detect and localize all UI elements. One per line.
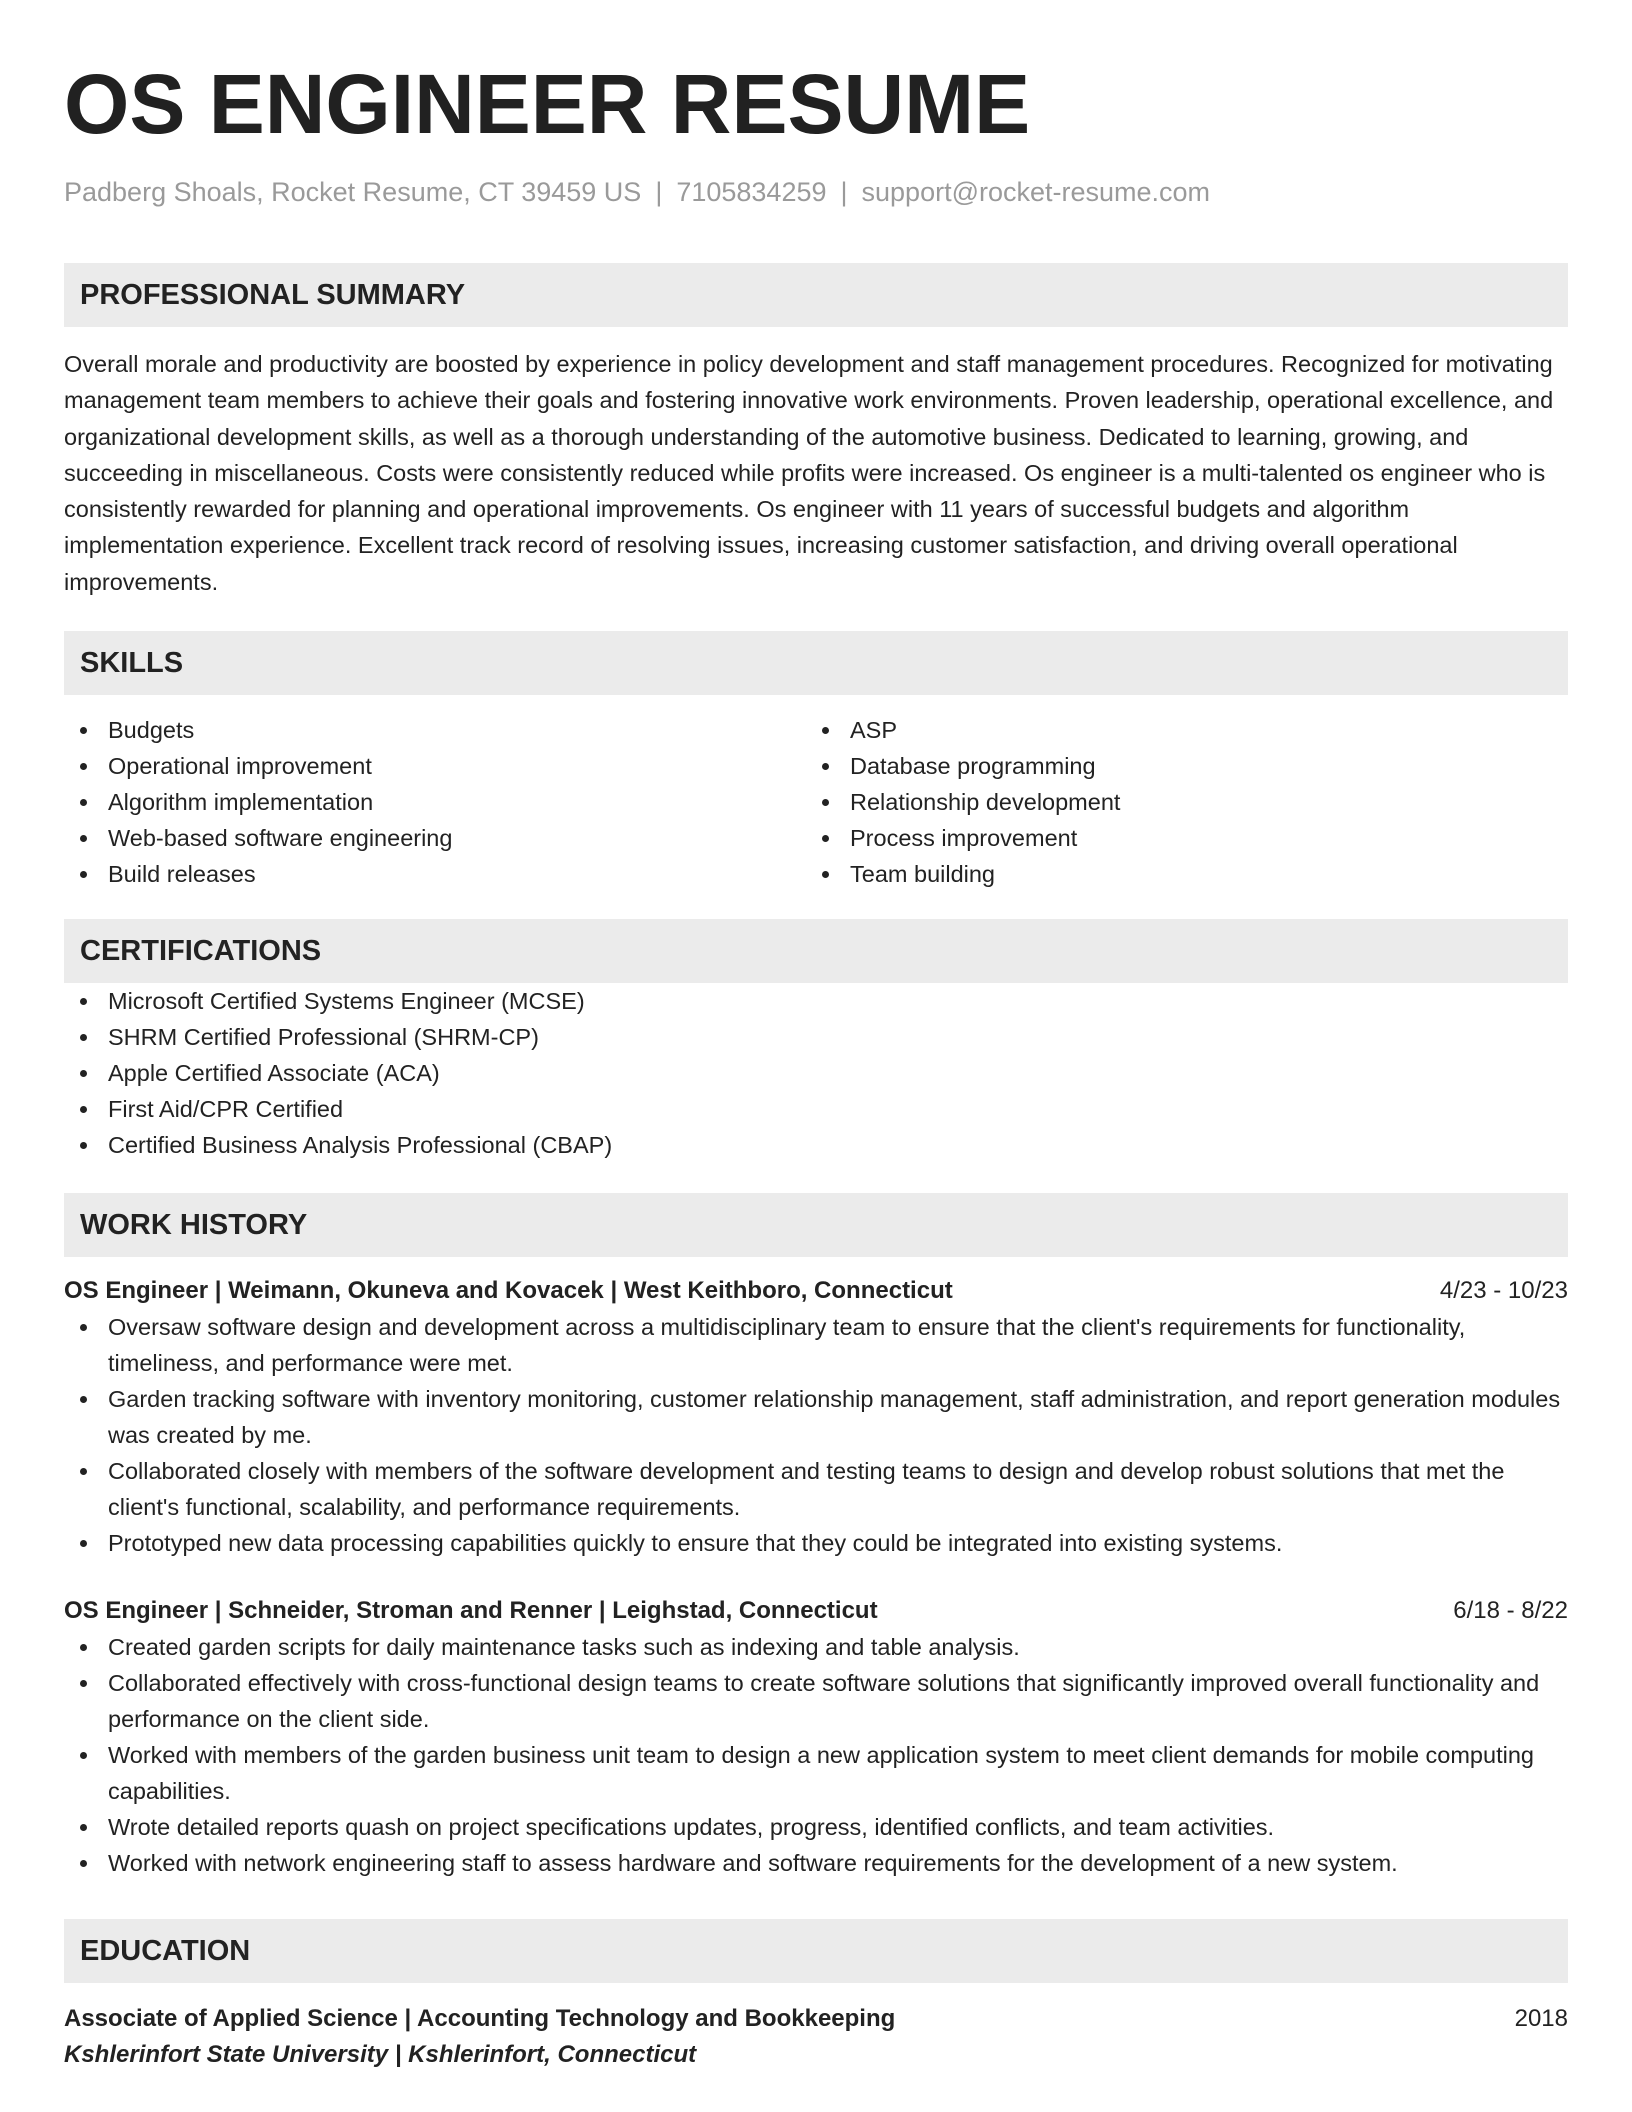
certification-item: First Aid/CPR Certified: [64, 1091, 1568, 1127]
job-bullet: Created garden scripts for daily maintenance tasks such as indexing and table analysis.: [64, 1629, 1568, 1665]
summary-text: Overall morale and productivity are boosted by experience in policy development and staff management procedures. Recognized for motivating management team members to achieve their goals and fostering innovative work environments. Proven leadership, operational excellence, and organizational development skills, as well as a thorough understanding of the automotive business. Dedicated to learning, growing, and succeeding in miscellaneous. Costs were consistently reduced while profits were increased. Os engineer is a multi-talented os engineer who is consistently rewarded for planning and operational improvements. Os engineer with 11 years of successful budgets and algorithm implementation experience. Excellent track record of resolving issues, increasing customer satisfaction, and driving overall operational improvements.: [64, 351, 1554, 595]
job-header: [64, 1273, 1568, 1309]
section-heading-education: EDUCATION: [64, 1919, 1568, 1983]
skills-column-right: [806, 712, 1548, 892]
certifications-list: [64, 983, 1568, 1163]
section-heading-certifications: CERTIFICATIONS: [64, 919, 1568, 983]
education-header: [64, 2001, 1568, 2037]
contact-phone: 7105834259: [676, 177, 827, 207]
skills-column-left: [64, 712, 806, 892]
certification-item: SHRM Certified Professional (SHRM-CP): [64, 1019, 1568, 1055]
skill-item: ASP: [806, 712, 1548, 748]
job-bullet: Garden tracking software with inventory monitoring, customer relationship management, staff administration, and report generation modules was created by me.: [64, 1381, 1568, 1453]
job-bullet: Collaborated effectively with cross-functional design teams to create software solutions that significantly improved overall functionality and performance on the client side.: [64, 1665, 1568, 1737]
job-bullets: [64, 1629, 1568, 1881]
education-school: Kshlerinfort State University | Kshlerinfort, Connecticut: [64, 2041, 697, 2069]
skills-list: [64, 712, 1568, 892]
job-bullet: Oversaw software design and development across a multidisciplinary team to ensure that the client's requirements for functionality, timeliness, and performance were met.: [64, 1309, 1568, 1381]
contact-email: support@rocket-resume.com: [861, 177, 1211, 207]
contact-separator: |: [655, 177, 663, 207]
certification-item: Microsoft Certified Systems Engineer (MCSE): [64, 983, 1568, 1019]
section-heading-skills: SKILLS: [64, 631, 1568, 695]
job-bullet: Collaborated closely with members of the software development and testing teams to design and develop robust solutions that met the client's functional, scalability, and performance requirements.: [64, 1453, 1568, 1525]
job-bullet: Worked with network engineering staff to assess hardware and software requirements for the development of a new system.: [64, 1845, 1568, 1881]
skill-item: Budgets: [64, 712, 806, 748]
resume-title: OS ENGINEER RESUME: [64, 57, 1031, 151]
job-header: [64, 1593, 1568, 1629]
job-title: OS Engineer | Schneider, Stroman and Renner | Leighstad, Connecticut: [64, 1597, 878, 1625]
contact-address: Padberg Shoals, Rocket Resume, CT 39459 US: [64, 177, 642, 207]
contact-separator: |: [840, 177, 848, 207]
job-title: OS Engineer | Weimann, Okuneva and Kovacek | West Keithboro, Connecticut: [64, 1277, 953, 1305]
skill-item: Build releases: [64, 856, 806, 892]
section-heading-summary: PROFESSIONAL SUMMARY: [64, 263, 1568, 327]
job-bullet: Wrote detailed reports quash on project specifications updates, progress, identified conflicts, and team activities.: [64, 1809, 1568, 1845]
skill-item: Team building: [806, 856, 1548, 892]
skill-item: Web-based software engineering: [64, 820, 806, 856]
job-bullets: [64, 1309, 1568, 1561]
education-degree: Associate of Applied Science | Accounting Technology and Bookkeeping: [64, 2005, 896, 2033]
certification-item: Certified Business Analysis Professional (CBAP): [64, 1127, 1568, 1163]
skill-item: Database programming: [806, 748, 1548, 784]
job-bullet: Worked with members of the garden business unit team to design a new application system to meet client demands for mobile computing capabilities.: [64, 1737, 1568, 1809]
job-dates: 6/18 - 8/22: [1453, 1597, 1568, 1625]
job-dates: 4/23 - 10/23: [1439, 1277, 1568, 1305]
certification-item: Apple Certified Associate (ACA): [64, 1055, 1568, 1091]
section-heading-work-history: WORK HISTORY: [64, 1193, 1568, 1257]
skill-item: Process improvement: [806, 820, 1548, 856]
contact-line: [64, 174, 1568, 210]
skill-item: Operational improvement: [64, 748, 806, 784]
education-year: 2018: [1514, 2005, 1568, 2033]
job-bullet: Prototyped new data processing capabilities quickly to ensure that they could be integrated into existing systems.: [64, 1525, 1568, 1561]
skill-item: Algorithm implementation: [64, 784, 806, 820]
skill-item: Relationship development: [806, 784, 1548, 820]
